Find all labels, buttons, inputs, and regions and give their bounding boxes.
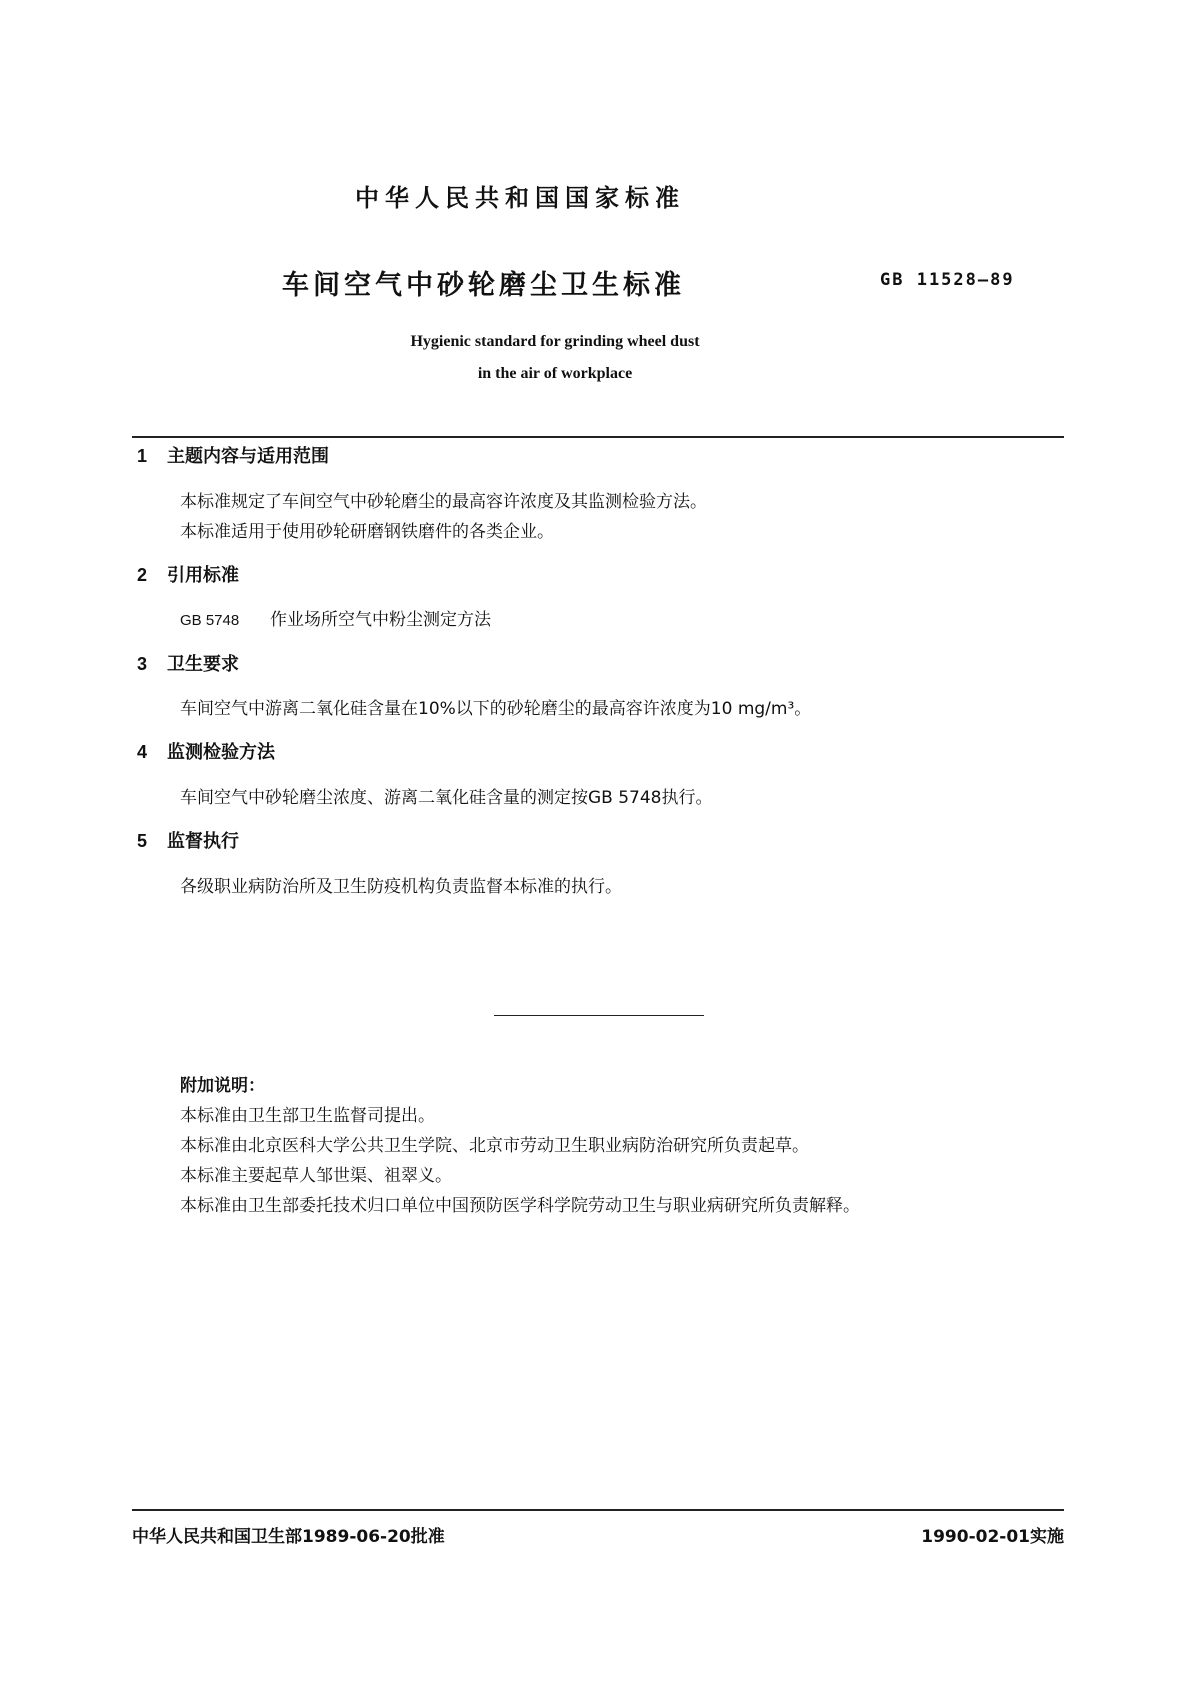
section-number: 4 [137,742,148,762]
section-4-heading [137,738,275,764]
reference-code: GB 5748 [180,612,240,629]
footer-divider [132,1509,1064,1511]
section-4-paragraph-1: 车间空气中砂轮磨尘浓度、游离二氧化硅含量的测定按GB 5748执行。 [180,788,713,808]
section-1-paragraph-1: 本标准规定了车间空气中砂轮磨尘的最高容许浓度及其监测检验方法。 [180,492,707,512]
notes-heading: 附加说明： [180,1076,265,1096]
standard-number: GB 11528—89 [880,270,1015,290]
section-number: 5 [137,831,148,851]
approval-date: 中华人民共和国卫生部1989-06-20批准 [132,1527,445,1547]
english-title-line-1: Hygienic standard for grinding wheel dust [410,333,700,350]
section-title: 主题内容与适用范围 [167,446,329,467]
section-3-heading [137,650,239,676]
effective-date: 1990-02-01实施 [921,1527,1064,1547]
note-line-3: 本标准主要起草人邹世渠、祖翠义。 [180,1166,452,1186]
reference-title: 作业场所空气中粉尘测定方法 [270,610,491,630]
section-2-reference [180,605,491,630]
section-end-divider [494,1015,704,1016]
note-line-1: 本标准由卫生部卫生监督司提出。 [180,1106,435,1126]
top-divider [132,436,1064,438]
section-2-heading [137,561,239,587]
section-3-paragraph-1: 车间空气中游离二氧化硅含量在10%以下的砂轮磨尘的最高容许浓度为10 mg/m³。 [180,699,812,719]
section-5-paragraph-1: 各级职业病防治所及卫生防疫机构负责监督本标准的执行。 [180,877,622,897]
section-title: 监督执行 [167,831,239,852]
national-standard-heading: 中华人民共和国国家标准 [355,184,685,212]
english-title [0,326,1110,390]
note-line-2: 本标准由北京医科大学公共卫生学院、北京市劳动卫生职业病防治研究所负责起草。 [180,1136,809,1156]
section-1-heading [137,442,329,468]
section-number: 2 [137,565,148,585]
note-line-4: 本标准由卫生部委托技术归口单位中国预防医学科学院劳动卫生与职业病研究所负责解释。 [180,1196,860,1216]
page-title: 车间空气中砂轮磨尘卫生标准 [282,270,685,301]
section-title: 引用标准 [167,565,239,586]
section-number: 3 [137,654,148,674]
english-title-line-2: in the air of workplace [477,365,633,382]
section-5-heading [137,827,239,853]
section-title: 卫生要求 [167,654,239,675]
section-number: 1 [137,446,148,466]
section-title: 监测检验方法 [167,742,275,763]
section-1-paragraph-2: 本标准适用于使用砂轮研磨钢铁磨件的各类企业。 [180,522,554,542]
